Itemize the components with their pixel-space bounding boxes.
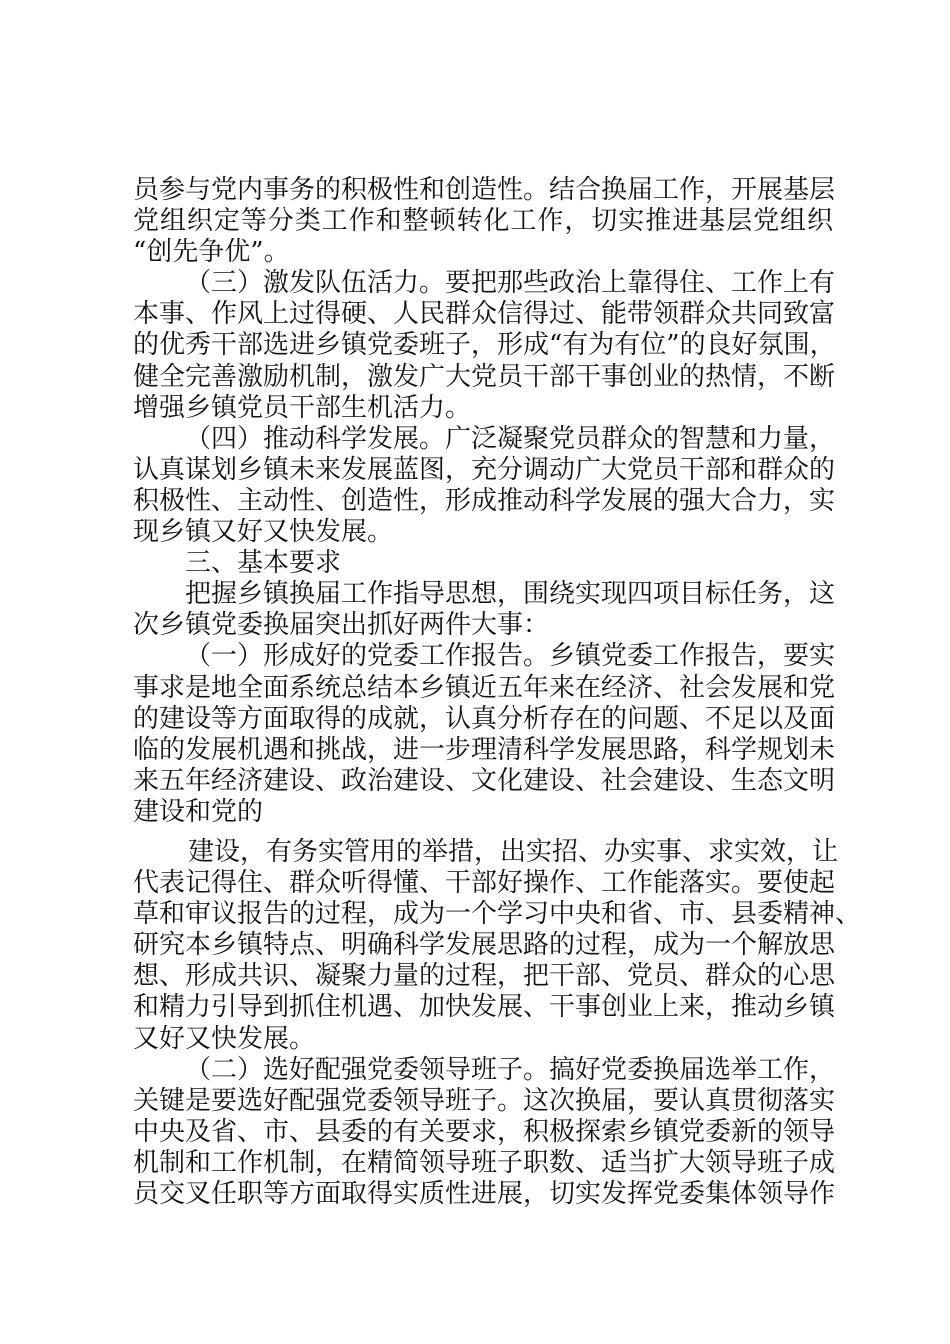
section-heading-1: （一）形成好的党委工作报告。乡镇党委工作报告，要实 (185, 641, 836, 672)
text-line: 草和审议报告的过程，成为一个学习中央和省、市、县委精神、 (133, 899, 862, 930)
text-line: 本事、作风上过得硬、人民群众信得过、能带领群众共同致富 (133, 299, 836, 330)
text-line: 把握乡镇换届工作指导思想，围绕实现四项目标任务，这 (185, 579, 836, 610)
text-line: 建设，有务实管用的举措，出实招、办实事、求实效，让 (188, 836, 839, 867)
section-heading-2: （二）选好配强党委领导班子。搞好党委换届选举工作， (185, 1054, 836, 1085)
text-line: “创先争优”。 (133, 237, 290, 268)
text-line: 又好又快发展。 (133, 1023, 316, 1054)
text-line: 积极性、主动性、创造性，形成推动科学发展的强大合力，实 (133, 485, 836, 516)
text-line: 代表记得住、群众听得懂、干部好操作、工作能落实。要使起 (133, 868, 836, 899)
section-heading-4: （四）推动科学发展。广泛凝聚党员群众的智慧和力量， (185, 423, 836, 454)
text-line: 想、形成共识、凝聚力量的过程，把干部、党员、群众的心思 (133, 961, 836, 992)
text-line: 事求是地全面系统总结本乡镇近五年来在经济、社会发展和党 (133, 672, 836, 703)
text-line: 来五年经济建设、政治建设、文化建设、社会建设、生态文明 (133, 765, 836, 796)
text-line: 党组织定等分类工作和整顿转化工作，切实推进基层党组织 (133, 206, 833, 237)
text-line: 的建设等方面取得的成就，认真分析存在的问题、不足以及面 (133, 703, 836, 734)
text-line: 临的发展机遇和挑战，进一步理清科学发展思路，科学规划未 (133, 734, 836, 765)
text-line: 的优秀干部选进乡镇党委班子，形成“有为有位”的良好氛围， (133, 330, 836, 361)
document-body (133, 175, 862, 1210)
text-line: 现乡镇又好又快发展。 (133, 517, 394, 548)
text-line: 员交叉任职等方面取得实质性进展，切实发挥党委集体领导作 (133, 1179, 836, 1209)
text-line: 研究本乡镇特点、明确科学发展思路的过程，成为一个解放思 (133, 930, 836, 961)
text-line: 关键是要选好配强党委领导班子。这次换届，要认真贯彻落实 (133, 1085, 836, 1116)
chapter-heading-basic-requirements: 三、基本要求 (185, 548, 342, 579)
text-line: 认真谋划乡镇未来发展蓝图，充分调动广大党员干部和群众的 (133, 454, 836, 485)
text-line: 健全完善激励机制，激发广大党员干部干事创业的热情，不断 (133, 361, 836, 392)
text-line: 和精力引导到抓住机遇、加快发展、干事创业上来，推动乡镇 (133, 992, 836, 1023)
text-line: 中央及省、市、县委的有关要求，积极探索乡镇党委新的领导 (133, 1116, 836, 1147)
text-line: 员参与党内事务的积极性和创造性。结合换届工作，开展基层 (133, 175, 836, 205)
text-line: 建设和党的 (133, 796, 264, 827)
text-line: 增强乡镇党员干部生机活力。 (133, 392, 472, 423)
section-heading-3: （三）激发队伍活力。要把那些政治上靠得住、工作上有 (185, 268, 836, 299)
text-line: 次乡镇党委换届突出抓好两件大事： (133, 610, 550, 641)
text-line: 机制和工作机制，在精简领导班子职数、适当扩大领导班子成 (133, 1147, 836, 1178)
